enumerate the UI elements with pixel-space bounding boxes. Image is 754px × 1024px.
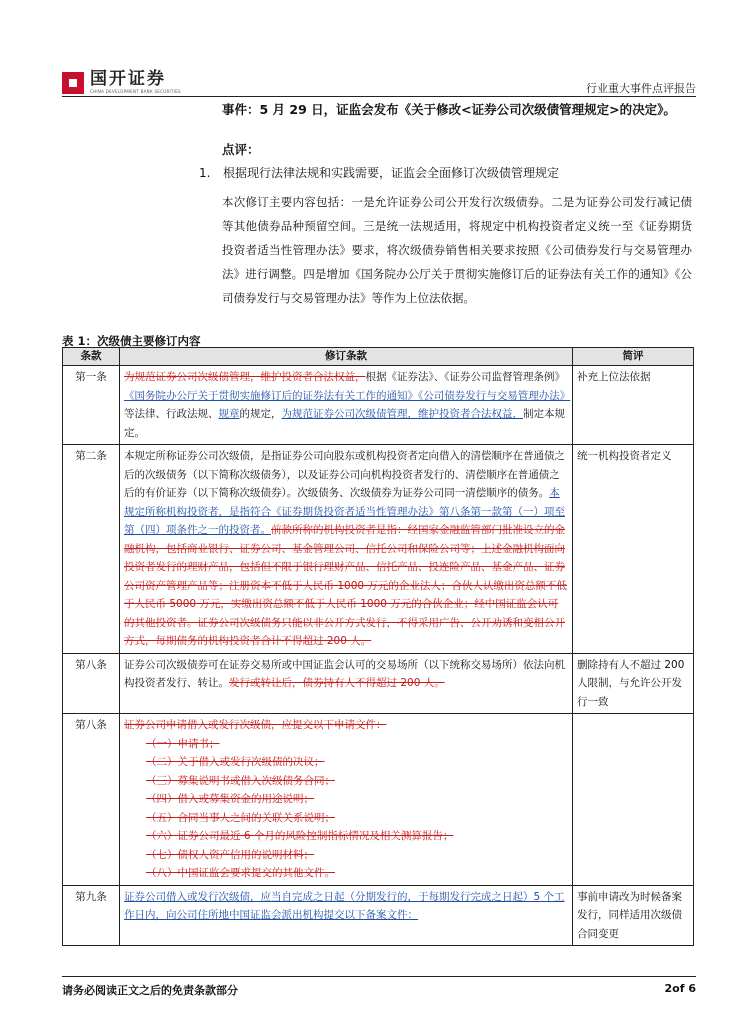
clause-cell: 第八条 [63,653,120,714]
deleted-text: 证券公司申请借入或发行次级债，应提交以下申请文件： [124,719,387,731]
table-caption: 表 1：次级债主要修订内容 [62,334,201,348]
revision-cell [120,445,573,654]
clause-cell: 第二条 [63,445,120,654]
inserted-text: 《国务院办公厅关于贯彻实施修订后的证券法有关工作的通知》《公司债券发行与交易管理办法》 [124,389,571,402]
header-revision: 修订条款 [120,348,573,366]
deleted-list-item: （三）募集说明书或借入次级债务合同； [146,774,335,787]
deleted-text: 发行或转让后，债券持有人不得超过 200 人。 [229,677,445,689]
company-logo [62,70,181,95]
deleted-text: 前款所称的机构投资者是指：经国家金融监管部门批准设立的金融机构，包括商业银行、证券公司、基金管理公司、信托公司和保险公司等；上述金融机构面向投资者发行的理财产品，包括但不限于银行理财产品、信托产品、投连险产品、基金产品、证券公司资产管理产品等；注册资本不低于人民币 1000 万元的企业法人；合伙人认缴出资总额不低于人民币 5000 万元，实缴出资总额不低于人民币 1000 万元的合伙企业；经中国证监会认可的其他投资者。 [124,524,567,629]
clause-text: 根据《证券法》、《证券公司监督管理条例》 [365,371,565,383]
clause-cell: 第一条 [63,366,120,445]
inserted-text: 为规范证券公司次级债管理，维护投资者合法权益， [281,408,523,420]
table-row [63,445,694,654]
deleted-list-item: （五）合同当事人之间的关联关系说明； [146,811,335,824]
deleted-list-item: （四）借入或募集资金的用途说明； [146,793,314,805]
table-row [63,653,694,714]
footer-divider [62,976,696,977]
disclaimer-text: 请务必阅读正文之后的免责条款部分 [62,984,238,997]
page-number: 2of 6 [664,982,696,995]
section-heading [199,164,559,181]
clause-text: 等法律、行政法规、 [124,408,219,420]
logo-mark-icon [62,72,84,94]
logo-name: 国开证券 [90,69,166,89]
revision-cell [120,366,573,445]
clause-text: 的规定， [239,408,282,420]
deleted-list-item: （八）中国证监会要求提交的其他文件。 [146,867,335,879]
inserted-text: 规章 [218,408,240,420]
comment-cell [573,714,694,886]
header-divider [62,96,696,97]
deleted-list-item: （七）债权人资产信用的说明材料； [146,848,314,861]
table-row [63,366,694,445]
table-row [63,714,694,886]
deleted-text: 证券公司次级债务只能以非公开方式发行，不得采用广告、公开劝诱和变相公开方式，每期债务的机构投资者合计不得超过 200 人。 [124,616,565,647]
comment-cell: 删除持有人不超过 200 人限制，与允许公开发行一致 [573,653,694,714]
logo-english-name: CHINA DEVELOPMENT BANK SECURITIES [90,89,181,94]
header-clause: 条款 [63,348,120,366]
table-row [63,885,694,946]
report-type: 行业重大事件点评报告 [586,82,696,95]
event-statement: 事件：5 月 29 日，证监会发布《关于修改<证券公司次级债管理规定>的决定》。 [222,102,676,117]
review-label: 点评： [222,142,260,157]
clause-cell: 第八条 [63,714,120,886]
comment-cell: 事前申请改为时候备案发行，同样适用次级债合同变更 [573,885,694,946]
clause-text: 本规定所称证券公司次级债，是指证券公司向股东或机构投资者定向借入的清偿顺序在普通债之后的次级债务（以下简称次级债务），以及证券公司向机构投资者发行的、清偿顺序在普通债之后的有价证券（以下简称次级债券）。次级债务、次级债券为证券公司同一清偿顺序的债务。 [124,450,565,499]
section-title: 根据现行法律法规和实践需要，证监会全面修订次级债管理规定 [223,166,560,180]
inserted-text: 本规定所称机构投资者，是指符合《证券期货投资者适当性管理办法》第八条第一款第（一）项至第（四）项条件之一的投资者。 [124,487,565,536]
table-header-row [63,348,694,366]
body-paragraph: 本次修订主要内容包括：一是允许证券公司公开发行次级债券。二是为证券公司发行减记债等其他债券品种预留空间。三是统一法规适用，将规定中机构投资者定义统一至《证券期货投资者适当性管理办法》要求，将次级债券销售相关要求按照《公司债券发行与交易管理办法》进行调整。四是增加《国务院办公厅关于贯彻实施修订后的证券法有关工作的通知》《公司债券发行与交易管理办法》等作为上位法依据。 [222,195,692,305]
header-comment: 简评 [573,348,694,366]
deleted-list-item: （六）证券公司最近 6 个月的风险控制指标情况及相关测算报告； [146,830,454,842]
clause-cell: 第九条 [63,885,120,946]
revision-cell [120,653,573,714]
deleted-text: 为规范证券公司次级债管理，维护投资者合法权益， [124,371,366,383]
comment-cell: 补充上位法依据 [573,366,694,445]
deleted-list-item: （二）关于借入或发行次级债的决议； [146,756,325,768]
deleted-list-item: （一）申请书； [146,737,220,750]
clause-text: 证券公司次级债券可在证券交易所或中国证监会认可的交易场所（以下统称交易场所）依法向机构投资者发行、转让。 [124,658,565,689]
revision-table [62,347,694,946]
revision-cell [120,885,573,946]
revision-cell [120,714,573,886]
comment-cell: 统一机构投资者定义 [573,445,694,654]
clause-text: 制定本规定。 [124,408,565,439]
section-number: 1. [199,166,211,180]
inserted-text: 证券公司借入或发行次级债，应当自完成之日起（分期发行的，于每期发行完成之日起）5 个工作日内，向公司住所地中国证监会派出机构提交以下备案文件： [124,890,565,921]
